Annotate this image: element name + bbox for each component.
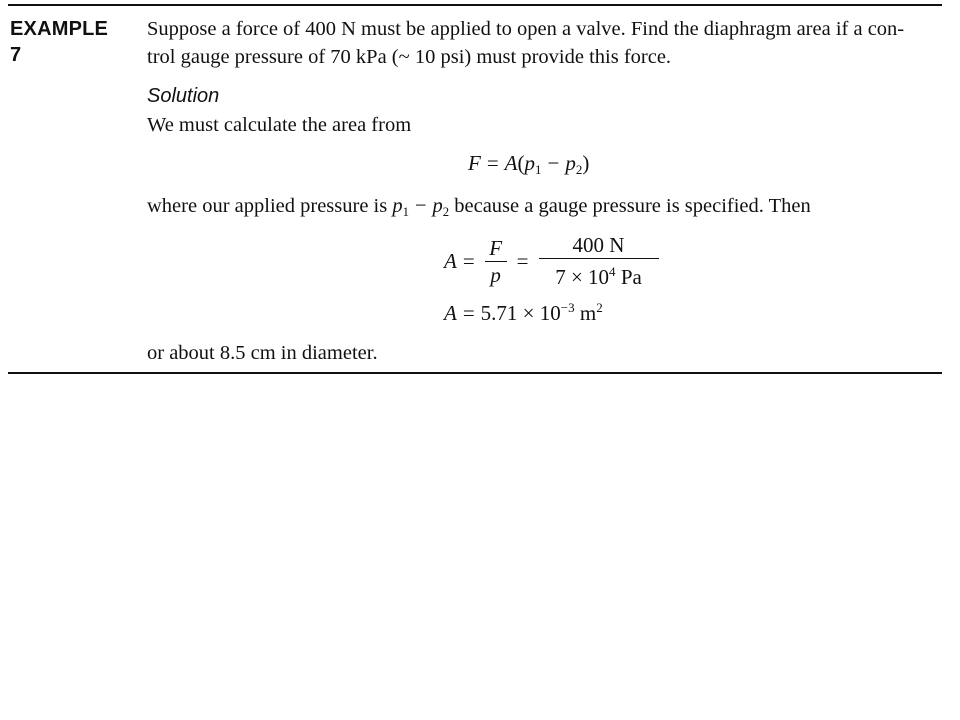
eq2-equals-1: = <box>462 248 475 273</box>
frac2-den-base: 7 × 10 <box>555 265 610 289</box>
eq1-minus: − <box>547 151 560 175</box>
explain-p2: p <box>432 195 443 217</box>
solution-conclusion: or about 8.5 cm in diameter. <box>147 342 378 364</box>
eq3-lhs: A <box>444 301 457 325</box>
fraction-force-over-pressure <box>485 235 507 288</box>
force-equation <box>468 151 589 178</box>
eq1-sub2: 2 <box>575 162 583 177</box>
eq2-lhs: A <box>444 248 457 273</box>
top-rule <box>8 4 942 6</box>
explain-after: because a gauge pressure is specified. Then <box>449 195 811 217</box>
eq2-equals-2: = <box>516 248 529 273</box>
explain-before: where our applied pressure is <box>147 195 393 217</box>
solution-heading: Solution <box>147 85 220 107</box>
explain-sub2: 2 <box>442 205 450 219</box>
eq1-area: A <box>504 151 518 175</box>
eq3-unit-exp: 2 <box>596 300 603 315</box>
eq1-open-paren: ( <box>517 151 525 175</box>
problem-line-2: trol gauge pressure of 70 kPa (~ 10 psi) must provide this force. <box>147 46 672 68</box>
problem-statement <box>147 15 942 71</box>
fraction-numeric <box>539 232 659 290</box>
example-label: EXAMPLE <box>10 18 109 40</box>
eq3-exp: −3 <box>560 300 575 315</box>
area-fraction-equation <box>444 232 663 290</box>
eq1-equals: = <box>486 151 499 175</box>
explain-p1: p <box>392 195 403 217</box>
problem-line-1: Suppose a force of 400 N must be applied to open a valve. Find the diaphragm area if a con- <box>147 18 905 40</box>
eq3-equals: = <box>462 301 475 325</box>
frac2-den-exp: 4 <box>609 264 616 279</box>
eq1-p2: p <box>565 151 576 175</box>
explanation-line <box>147 195 811 220</box>
frac2-denominator <box>553 259 644 290</box>
frac2-numerator: 400 N <box>572 233 625 257</box>
eq1-close-paren: ) <box>582 151 590 175</box>
eq3-value: 5.71 × 10 <box>480 301 561 325</box>
eq1-sub1: 1 <box>535 162 542 177</box>
frac2-den-unit: Pa <box>615 265 642 289</box>
explain-sub1: 1 <box>402 205 409 219</box>
frac1-numerator: F <box>489 235 503 260</box>
area-result-equation <box>444 300 603 326</box>
bottom-rule <box>8 372 942 374</box>
eq1-p1: p <box>524 151 535 175</box>
eq1-lhs: F <box>468 151 481 175</box>
eq3-unit: m <box>574 301 597 325</box>
example-number: 7 <box>10 44 22 66</box>
explain-minus: − <box>414 195 427 217</box>
solution-intro: We must calculate the area from <box>147 114 412 136</box>
frac1-denominator: p <box>490 262 501 287</box>
